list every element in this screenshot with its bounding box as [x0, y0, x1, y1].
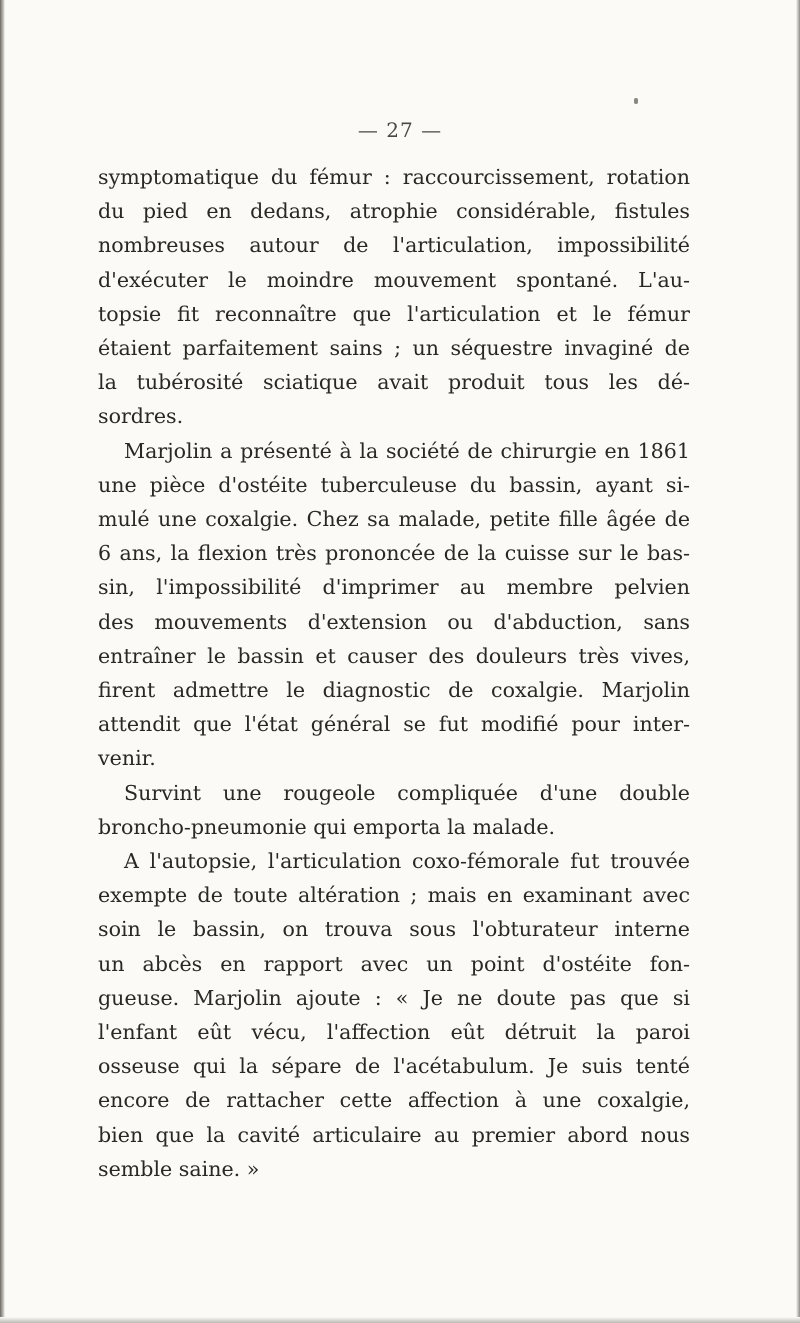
page-body-text	[98, 160, 690, 1186]
text-line: étaient parfaitement sains ; un séquestre invaginé de	[98, 336, 690, 361]
text-line: semble saine. »	[98, 1156, 260, 1181]
text-line: broncho-pneumonie qui emporta la malade.	[98, 814, 556, 839]
text-line: bien que la cavité articulaire au premier abord nous	[98, 1122, 690, 1147]
paragraph-start-line: Marjolin a présenté à la société de chirurgie en 1861	[124, 438, 690, 463]
text-line: sordres.	[98, 404, 184, 429]
text-line: 6 ans, la flexion très prononcée de la cuisse sur le bas-	[98, 541, 690, 566]
text-line: gueuse. Marjolin ajoute : « Je ne doute pas que si	[98, 985, 690, 1010]
paragraph-start-line: Survint une rougeole compliquée d'une double	[124, 780, 690, 805]
text-line: entraîner le bassin et causer des douleurs très vives,	[98, 643, 690, 668]
text-line: firent admettre le diagnostic de coxalgie. Marjolin	[98, 678, 690, 703]
text-line: l'enfant eût vécu, l'affection eût détruit la paroi	[98, 1020, 690, 1045]
text-line: d'exécuter le moindre mouvement spontané. L'au-	[98, 267, 690, 292]
scan-right-edge	[796, 0, 800, 1323]
text-line: la tubérosité sciatique avait produit tous les dé-	[98, 370, 690, 395]
text-line: topsie fit reconnaître que l'articulation et le fémur	[98, 301, 690, 326]
text-line: une pièce d'ostéite tuberculeuse du bassin, ayant si-	[98, 472, 690, 497]
text-line: sin, l'impossibilité d'imprimer au membre pelvien	[98, 575, 690, 600]
text-line: exempte de toute altération ; mais en examinant avec	[98, 883, 690, 908]
text-line: nombreuses autour de l'articulation, impossibilité	[98, 233, 690, 258]
text-line: symptomatique du fémur : raccourcissement, rotation	[98, 165, 690, 189]
text-line: osseuse qui la sépare de l'acétabulum. Je suis tenté	[98, 1054, 690, 1079]
page-number: — 27 —	[357, 118, 443, 142]
text-line: venir.	[98, 746, 156, 771]
ink-speck	[634, 98, 638, 104]
text-line: mulé une coxalgie. Chez sa malade, petite fille âgée de	[98, 507, 690, 532]
scan-bottom-edge	[0, 1317, 800, 1323]
scan-left-edge	[0, 0, 5, 1323]
text-line: du pied en dedans, atrophie considérable, fistules	[98, 199, 690, 224]
text-line: des mouvements d'extension ou d'abduction, sans	[98, 609, 690, 634]
text-line: un abcès en rapport avec un point d'ostéite fon-	[98, 951, 690, 976]
text-line: soin le bassin, on trouva sous l'obturateur interne	[98, 917, 690, 942]
text-line: attendit que l'état général se fut modifié pour inter-	[98, 712, 690, 737]
paragraph-start-line: A l'autopsie, l'articulation coxo-fémorale fut trouvée	[124, 849, 690, 874]
text-line: encore de rattacher cette affection à une coxalgie,	[98, 1088, 690, 1113]
